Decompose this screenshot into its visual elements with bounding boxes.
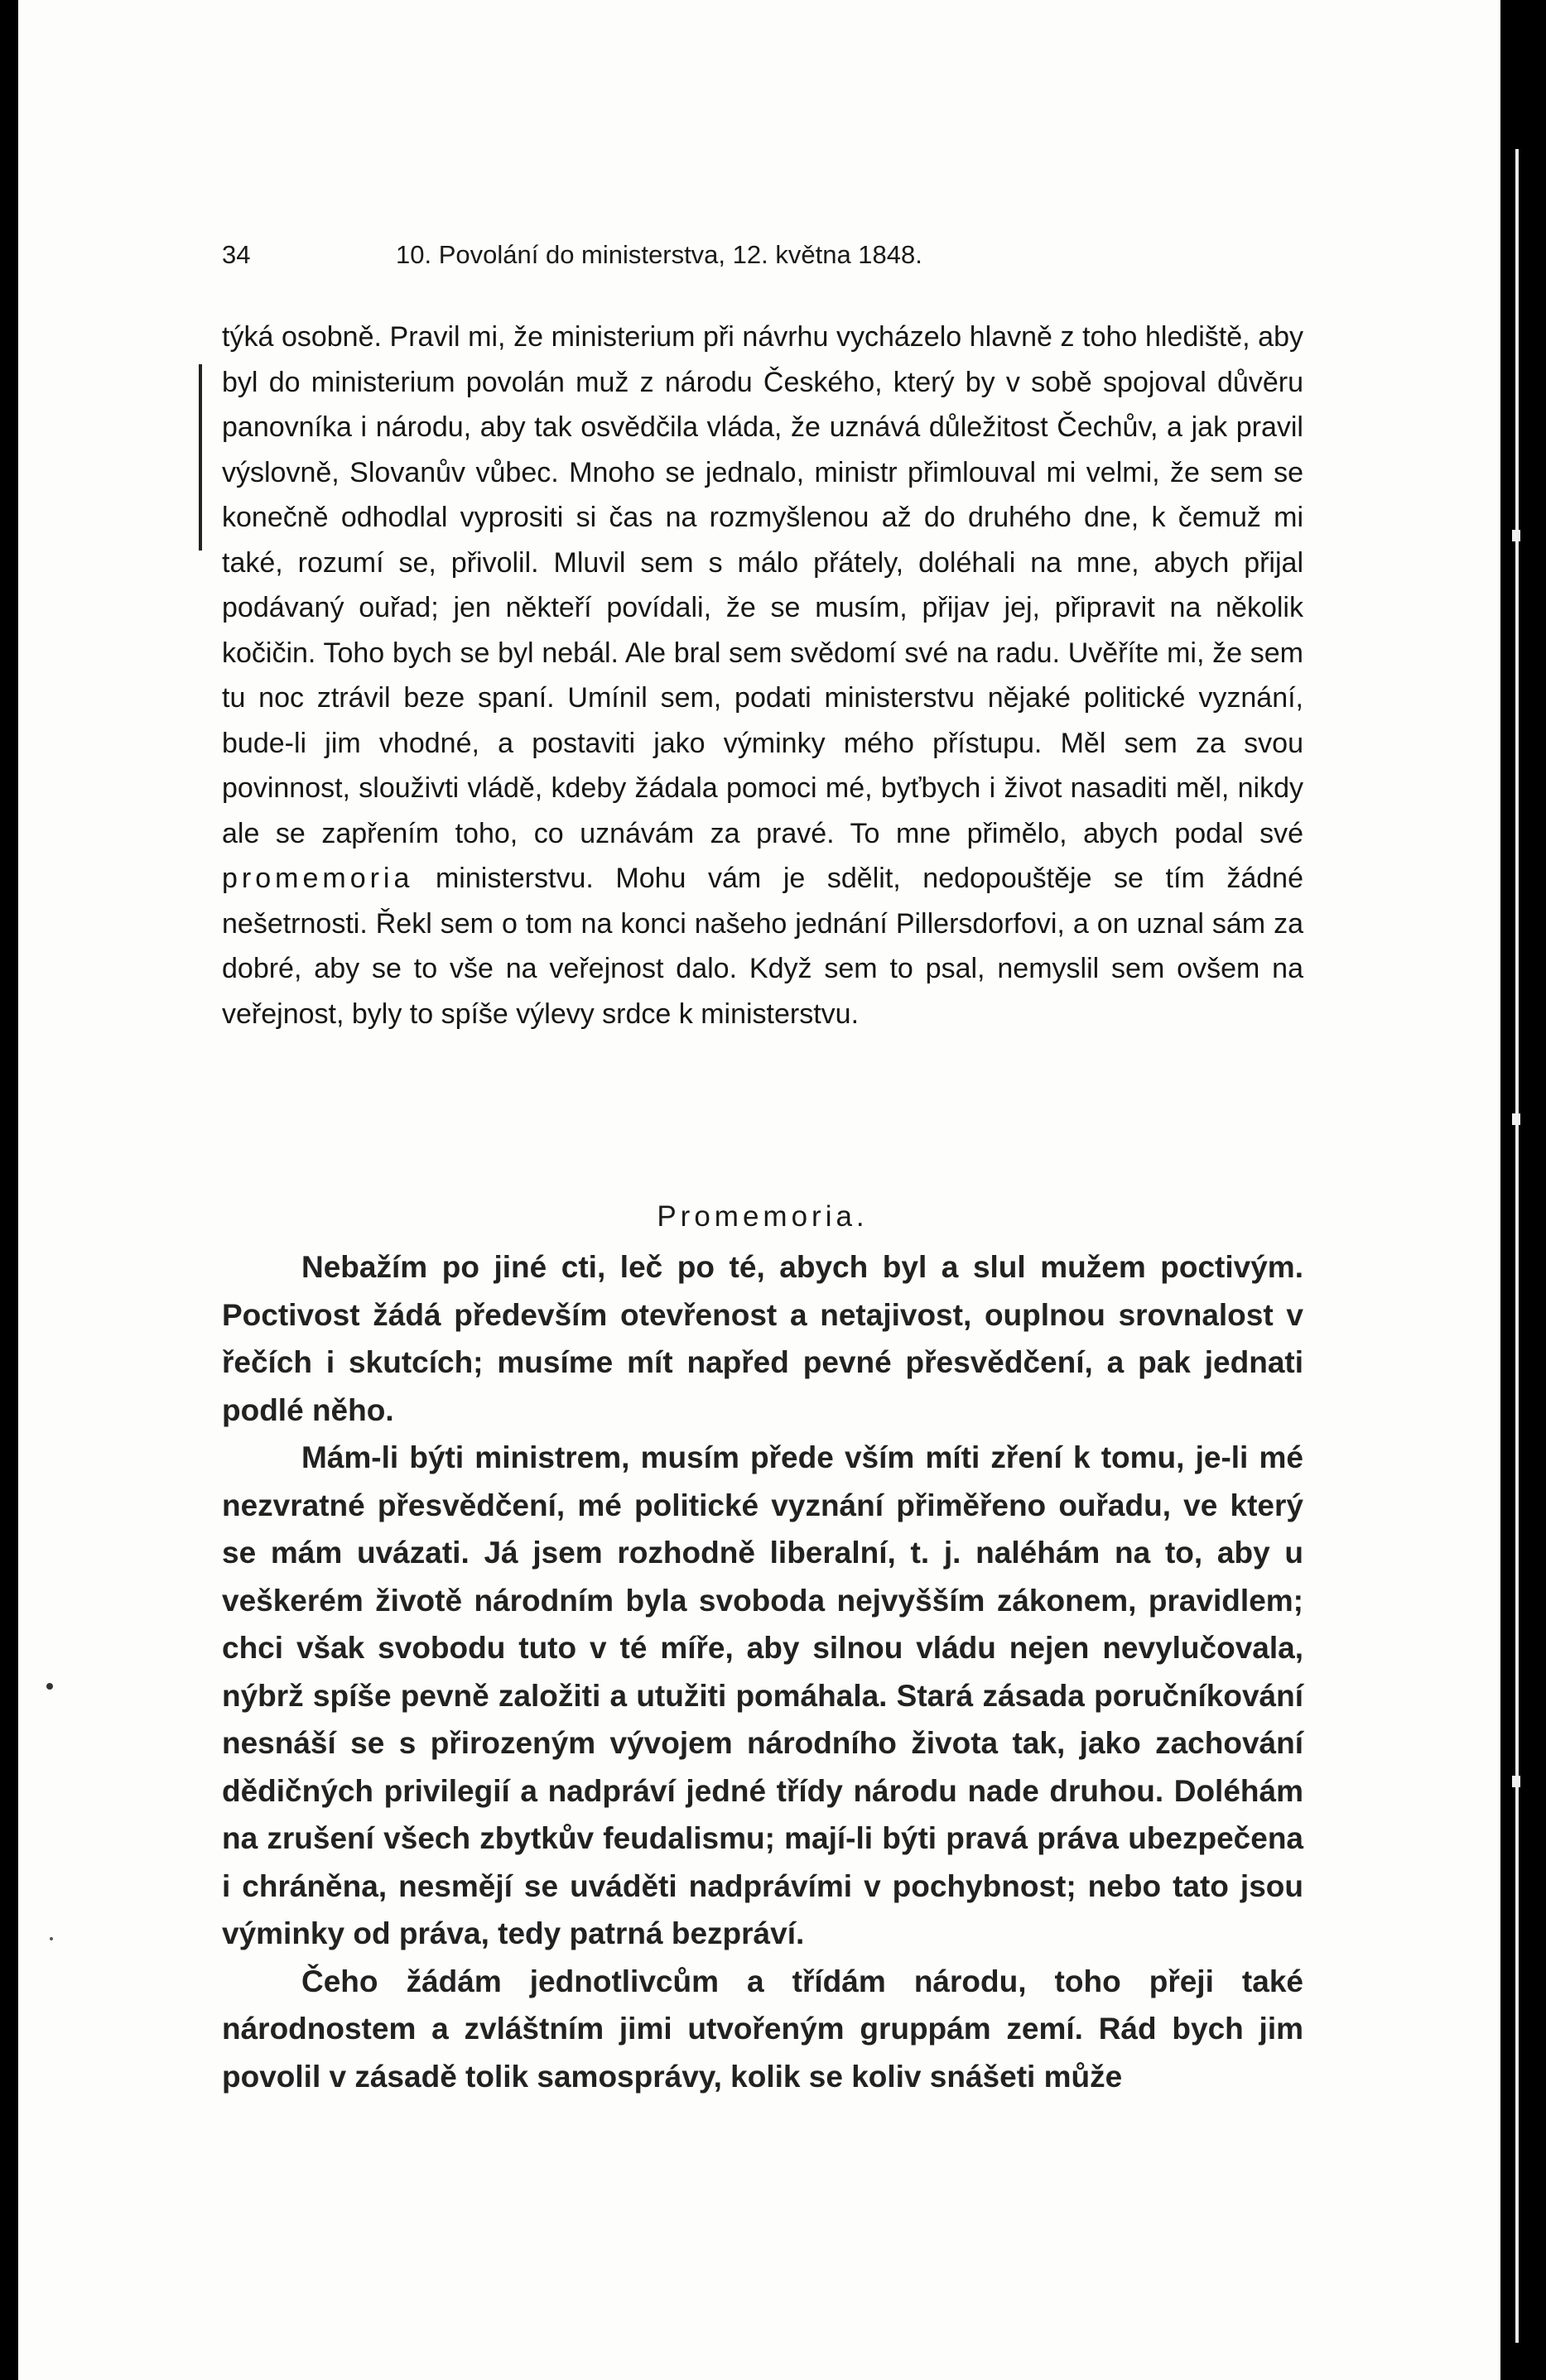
intro-paragraph xyxy=(222,315,1303,1036)
memo-paragraph: Čeho žádám jednotlivcům a třídám národu, toho přeji také národnostem a zvláštním jimi utvořeným gruppám zemí. Rád bych jim povolil v zásadě tolik samosprávy, kolik se koliv snášeti může xyxy=(222,1964,1303,2094)
edge-tick xyxy=(1512,1113,1520,1125)
page-edge-line xyxy=(1515,149,1519,2343)
chapter-title: 10. Povolání do ministerstva, 12. května 1848. xyxy=(396,240,922,269)
memo-paragraph: Nebažím po jiné cti, leč po té, abych byl a slul mužem poctivým. Poctivost žádá především otevřenost a netajivost, ouplnou srovnalost v řečích i skutcích; musíme mít napřed pevné přesvědčení, a pak jednati podlé něho. xyxy=(222,1250,1303,1427)
margin-bracket xyxy=(199,364,202,551)
margin-dot xyxy=(46,1683,53,1690)
intro-text-tail: ministerstvu. Mohu vám je sdělit, nedopouštěje se tím žádné nešetrnosti. Řekl sem o tom na konci našeho jednání Pillersdorfovi, a on uznal sám za dobré, aby se to vše na veřejnost dalo. Když sem to psal, nemyslil sem ovšem na veřejnost, byly to spíše výlevy srdce k ministerstvu. xyxy=(222,863,1303,1030)
memo-body xyxy=(222,1243,1303,2100)
page-number: 34 xyxy=(222,240,251,269)
margin-speck xyxy=(50,1937,53,1940)
promemoria-spaced-word: promemoria xyxy=(222,863,414,894)
intro-text: týká osobně. Pravil mi, že ministerium při návrhu vycházelo hlavně z toho hlediště, aby byl do ministerium povolán muž z národu Českého, který by v sobě spojoval důvěru panovníka i národu, aby tak osvědčila vláda, že uznává důležitost Čechův, a jak pravil výslovně, Slovanův vůbec. Mnoho se jednalo, ministr přimlouval mi velmi, že sem se konečně odhodlal vyprositi si čas na rozmyšlenou až do druhého dne, k čemuž mi také, rozumí se, přivolil. Mluvil sem s málo přátely, doléhali na mne, abych přijal podávaný ouřad; jen někteří povídali, že se musím, přijav jej, připravit na několik kočičin. Toho bych se byl nebál. Ale bral sem svědomí své na radu. Uvěříte mi, že sem tu noc ztrávil beze spaní. Umínil sem, podati ministerstvu nějaké politické vyznání, bude-li jim vhodné, a postaviti jako výminky mého přístupu. Měl sem za svou povinnost, slouživti vládě, kdeby žádala pomoci mé, byťbych i život nasaditi měl, nikdy ale se zapřením toho, co uznávám za pravé. To mne přimělo, abych podal své xyxy=(222,321,1303,849)
scan-right-edge xyxy=(1500,0,1546,2380)
running-header xyxy=(222,240,1303,270)
memo-paragraph: Mám-li býti ministrem, musím přede vším míti zření k tomu, je-li mé nezvratné přesvědčení, mé politické vyznání přiměřeno ouřadu, ve který se mám uvázati. Já jsem rozhodně liberalní, t. j. naléhám na to, aby u veškerém životě národním byla svoboda nejvyšším zákonem, pravidlem; chci však svobodu tuto v té míře, aby silnou vládu nejen nevylučovala, nýbrž spíše pevně založiti a utužiti pomáhala. Stará zásada poručníkování nesnáší se s přirozeným vývojem národního života tak, jako zachování dědičných privilegií a nadpráví jedné třídy národu nade druhou. Doléhám na zrušení všech zbytkův feudalismu; mají-li býti pravá práva ubezpečena i chráněna, nesmějí se uváděti nadprávími v pochybnost; nebo tato jsou výminky od práva, tedy patrná bezpráví. xyxy=(222,1440,1303,1950)
edge-tick xyxy=(1512,530,1520,541)
edge-tick xyxy=(1512,1776,1520,1787)
memo-heading: Promemoria. xyxy=(657,1200,869,1233)
